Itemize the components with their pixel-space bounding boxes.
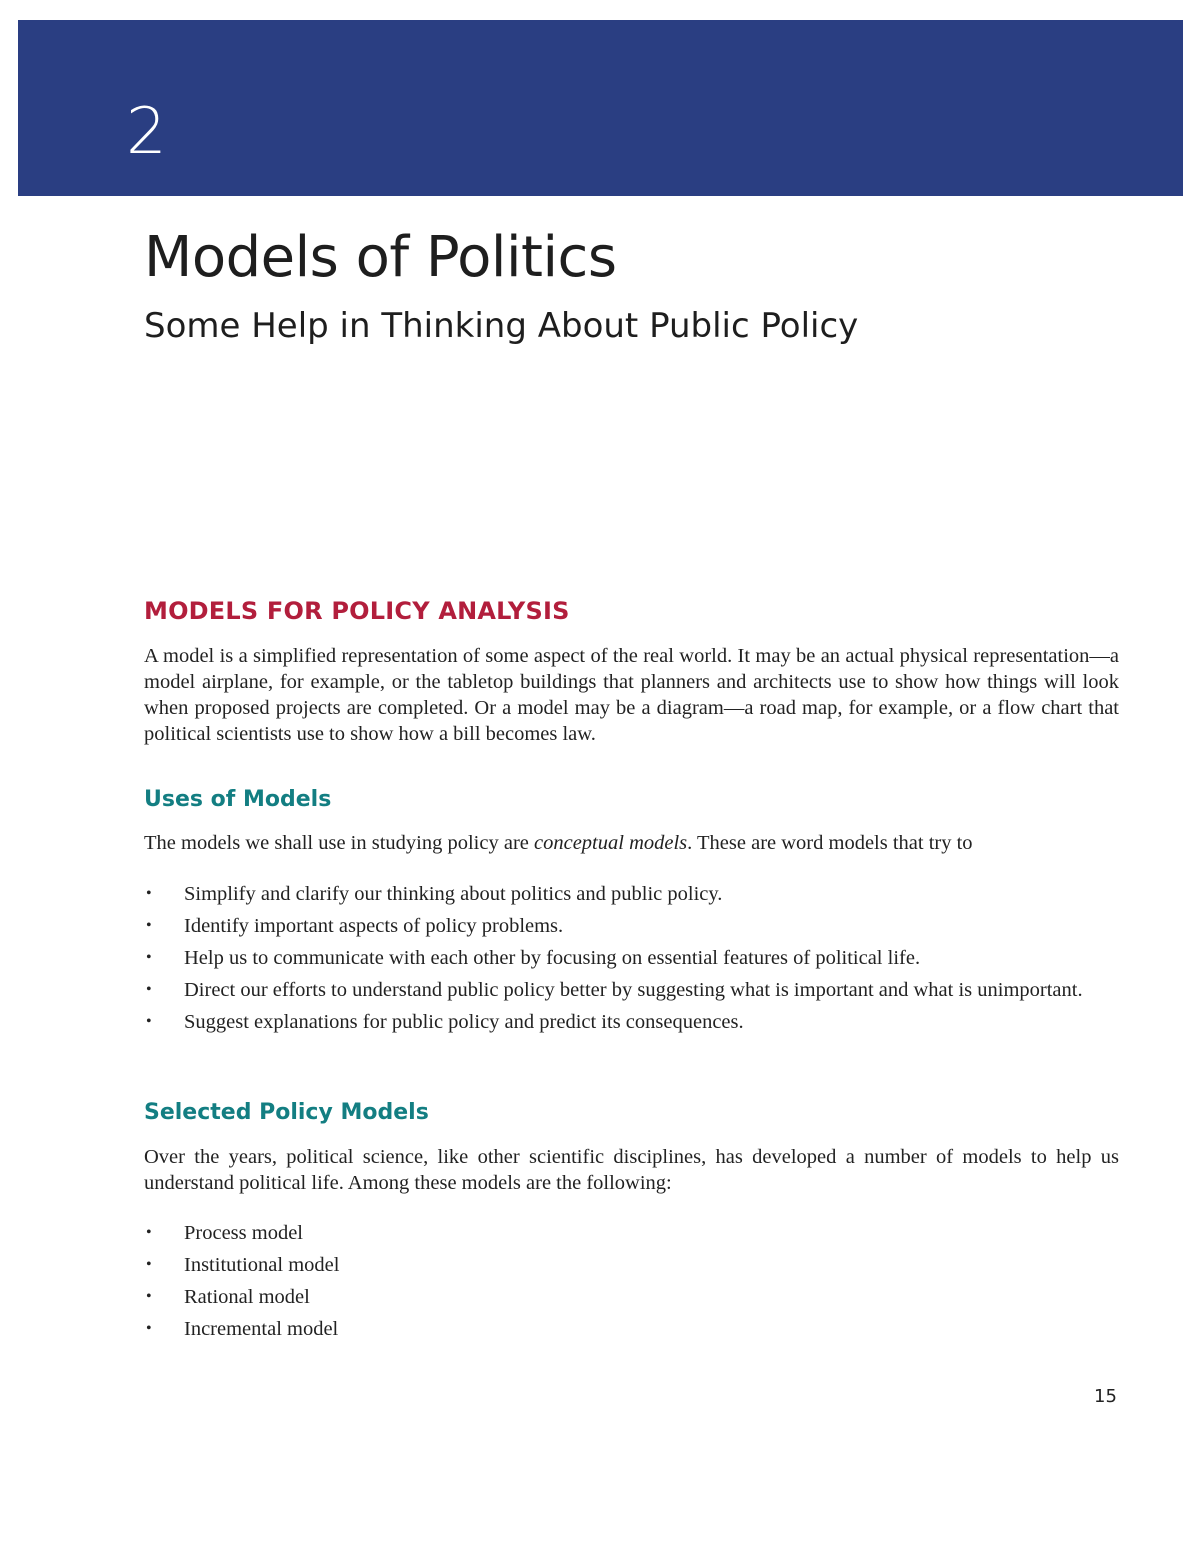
list-item xyxy=(144,1220,1119,1246)
uses-list xyxy=(144,881,1119,1041)
list-item-text: Rational model xyxy=(184,1286,310,1308)
section-heading: MODELS FOR POLICY ANALYSIS xyxy=(144,597,570,625)
list-item xyxy=(144,1252,1119,1278)
bullet-icon: • xyxy=(146,1288,152,1305)
list-item xyxy=(144,945,1119,971)
bullet-icon: • xyxy=(146,1013,152,1030)
bullet-icon: • xyxy=(146,949,152,966)
chapter-subtitle: Some Help in Thinking About Public Policy xyxy=(144,306,859,346)
list-item-text: Incremental model xyxy=(184,1318,339,1340)
list-item-text: Help us to communicate with each other by focusing on essential features of political life. xyxy=(184,947,921,969)
bullet-icon: • xyxy=(146,981,152,998)
list-item-text: Institutional model xyxy=(184,1254,340,1276)
list-item-text: Simplify and clarify our thinking about politics and public policy. xyxy=(184,883,723,905)
intro-paragraph: A model is a simplified representation of some aspect of the real world. It may be an actual physical representation—a model airplane, for example, or the tabletop buildings that planners and architects use to show how things will look when proposed projects are completed. Or a model may be a diagram—a road map, for example, or a flow chart that political scientists use to show how a bill becomes law. xyxy=(144,645,1119,745)
bullet-icon: • xyxy=(146,1224,152,1241)
uses-of-models-heading: Uses of Models xyxy=(144,787,332,812)
bullet-icon: • xyxy=(146,1256,152,1273)
chapter-band xyxy=(18,20,1183,196)
chapter-number: 2 xyxy=(126,95,167,169)
page-number: 15 xyxy=(1094,1386,1117,1407)
selected-lead-paragraph: Over the years, political science, like other scientific disciplines, has developed a number of models to help us understand political life. Among these models are the following: xyxy=(144,1146,1119,1194)
list-item xyxy=(144,1284,1119,1310)
chapter-title: Models of Politics xyxy=(144,225,617,290)
selected-policy-models-heading: Selected Policy Models xyxy=(144,1100,429,1125)
list-item xyxy=(144,913,1119,939)
bullet-icon: • xyxy=(146,1320,152,1337)
uses-lead-before: The models we shall use in studying policy are xyxy=(144,832,534,854)
list-item-text: Suggest explanations for public policy and predict its consequences. xyxy=(184,1011,744,1033)
uses-lead-emphasis: conceptual models xyxy=(534,832,688,854)
list-item-text: Process model xyxy=(184,1222,303,1244)
list-item xyxy=(144,1316,1119,1342)
list-item-text: Identify important aspects of policy problems. xyxy=(184,915,564,937)
models-list xyxy=(144,1220,1119,1348)
uses-lead-after: . These are word models that try to xyxy=(687,832,973,854)
uses-lead-paragraph xyxy=(144,830,1119,856)
bullet-icon: • xyxy=(146,917,152,934)
list-item xyxy=(144,977,1119,1003)
list-item xyxy=(144,881,1119,907)
bullet-icon: • xyxy=(146,885,152,902)
list-item xyxy=(144,1009,1119,1035)
list-item-text: Direct our efforts to understand public policy better by suggesting what is important and what is unimportant. xyxy=(184,979,1083,1001)
